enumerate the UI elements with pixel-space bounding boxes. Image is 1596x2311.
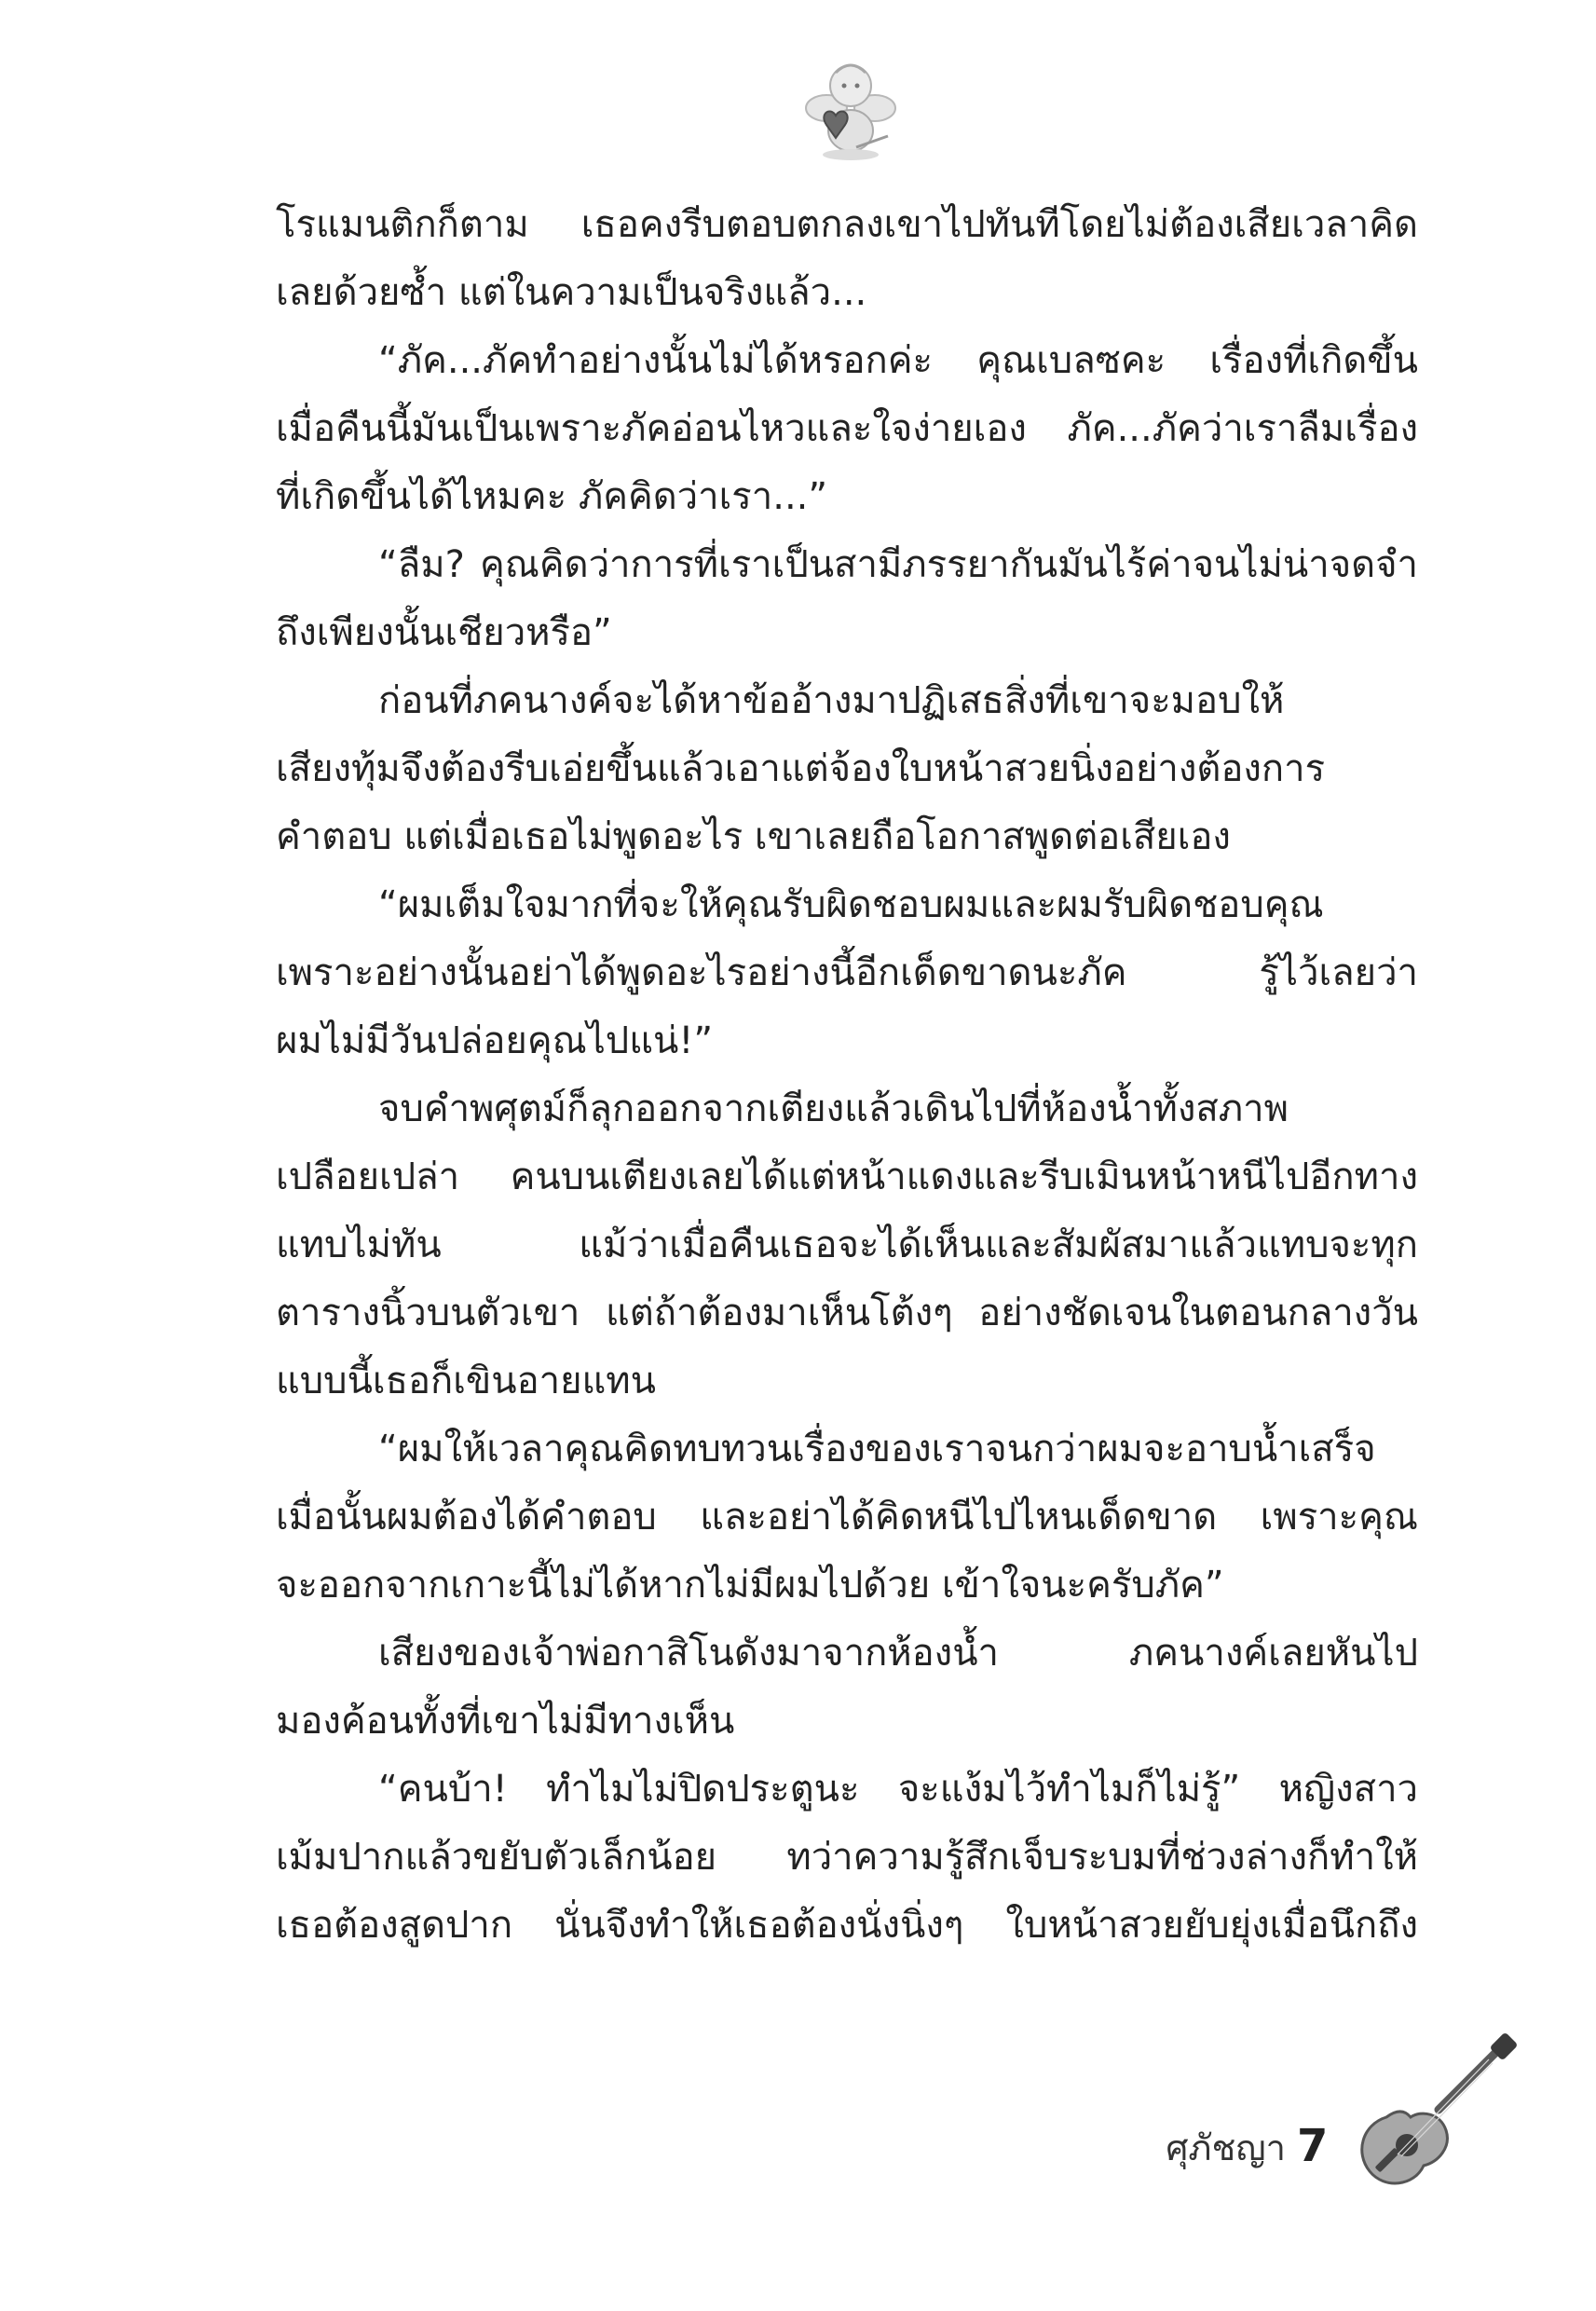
text-line: ผมไม่มีวันปล่อยคุณไปแน่!” [276, 1019, 714, 1062]
text-line: “ผมเต็มใจมากที่จะให้คุณรับผิดชอบผมและผมรับผิดชอบคุณ [378, 883, 1324, 926]
text-line: เลยด้วยซ้ำ แต่ในความเป็นจริงแล้ว... [276, 271, 867, 314]
body-text [276, 191, 1418, 1960]
text-line: ที่เกิดขึ้นได้ไหมคะ ภัคคิดว่าเรา...” [276, 475, 828, 518]
text-line: เม้มปากแล้วขยับตัวเล็กน้อย ทว่าความรู้สึกเจ็บระบมที่ช่วงล่างก็ทำให้ [276, 1836, 1418, 1879]
text-line: เสียงทุ้มจึงต้องรีบเอ่ยขึ้นแล้วเอาแต่จ้องใบหน้าสวยนิ่งอย่างต้องการ [276, 747, 1326, 790]
text-line: “ผมให้เวลาคุณคิดทบทวนเรื่องของเราจนกว่าผมจะอาบน้ำเสร็จ [378, 1428, 1376, 1470]
text-line: “ลืม? คุณคิดว่าการที่เราเป็นสามีภรรยากันมันไร้ค่าจนไม่น่าจดจำ [378, 543, 1418, 586]
text-line: แทบไม่ทัน แม้ว่าเมื่อคืนเธอจะได้เห็นและสัมผัสมาแล้วแทบจะทุก [276, 1224, 1418, 1266]
text-line: ก่อนที่ภคนางค์จะได้หาข้ออ้างมาปฏิเสธสิ่งที่เขาจะมอบให้ [378, 679, 1285, 722]
text-line: เมื่อคืนนี้มันเป็นเพราะภัคอ่อนไหวและใจง่ายเอง ภัค...ภัคว่าเราลืมเรื่อง [276, 407, 1418, 450]
text-line: จบคำพศุตม์ก็ลุกออกจากเตียงแล้วเดินไปที่ห้องน้ำทั้งสภาพ [378, 1087, 1289, 1130]
text-line: แบบนี้เธอก็เขินอายแทน [276, 1360, 657, 1402]
text-line: “คนบ้า! ทำไมไม่ปิดประตูนะ จะแง้มไว้ทำไมก็ไม่รู้” หญิงสาว [378, 1768, 1418, 1811]
text-line: เมื่อนั้นผมต้องได้คำตอบ และอย่าได้คิดหนีไปไหนเด็ดขาด เพราะคุณ [276, 1496, 1418, 1538]
text-line: เพราะอย่างนั้นอย่าได้พูดอะไรอย่างนี้อีกเด็ดขาดนะภัค รู้ไว้เลยว่า [276, 951, 1418, 994]
text-line: จะออกจากเกาะนี้ไม่ได้หากไม่มีผมไปด้วย เข้าใจนะครับภัค” [276, 1564, 1224, 1607]
text-line: เธอต้องสูดปาก นั่นจึงทำให้เธอต้องนั่งนิ่งๆ ใบหน้าสวยยับยุ่งเมื่อนึกถึง [276, 1904, 1418, 1947]
text-line: ถึงเพียงนั้นเชียวหรือ” [276, 611, 612, 654]
page-number: 7 [1297, 2120, 1329, 2172]
text-line: โรแมนติกก็ตาม เธอคงรีบตอบตกลงเขาไปทันทีโดยไม่ต้องเสียเวลาคิด [276, 203, 1418, 246]
running-footer-author: ศุภัชญา [1166, 2127, 1286, 2168]
guitar-icon [1349, 2031, 1517, 2199]
cherub-with-heart-icon [798, 54, 901, 166]
text-line: ตารางนิ้วบนตัวเขา แต่ถ้าต้องมาเห็นโต้งๆ อย่างชัดเจนในตอนกลางวัน [276, 1292, 1418, 1334]
text-line: เสียงของเจ้าพ่อกาสิโนดังมาจากห้องน้ำ ภคนางค์เลยหันไป [378, 1632, 1418, 1675]
text-line: มองค้อนทั้งที่เขาไม่มีทางเห็น [276, 1700, 735, 1743]
text-line: “ภัค...ภัคทำอย่างนั้นไม่ได้หรอกค่ะ คุณเบลซคะ เรื่องที่เกิดขึ้น [378, 339, 1418, 382]
text-line: เปลือยเปล่า คนบนเตียงเลยได้แต่หน้าแดงและรีบเมินหน้าหนีไปอีกทาง [276, 1156, 1418, 1198]
text-line: คำตอบ แต่เมื่อเธอไม่พูดอะไร เขาเลยถือโอกาสพูดต่อเสียเอง [276, 815, 1231, 858]
